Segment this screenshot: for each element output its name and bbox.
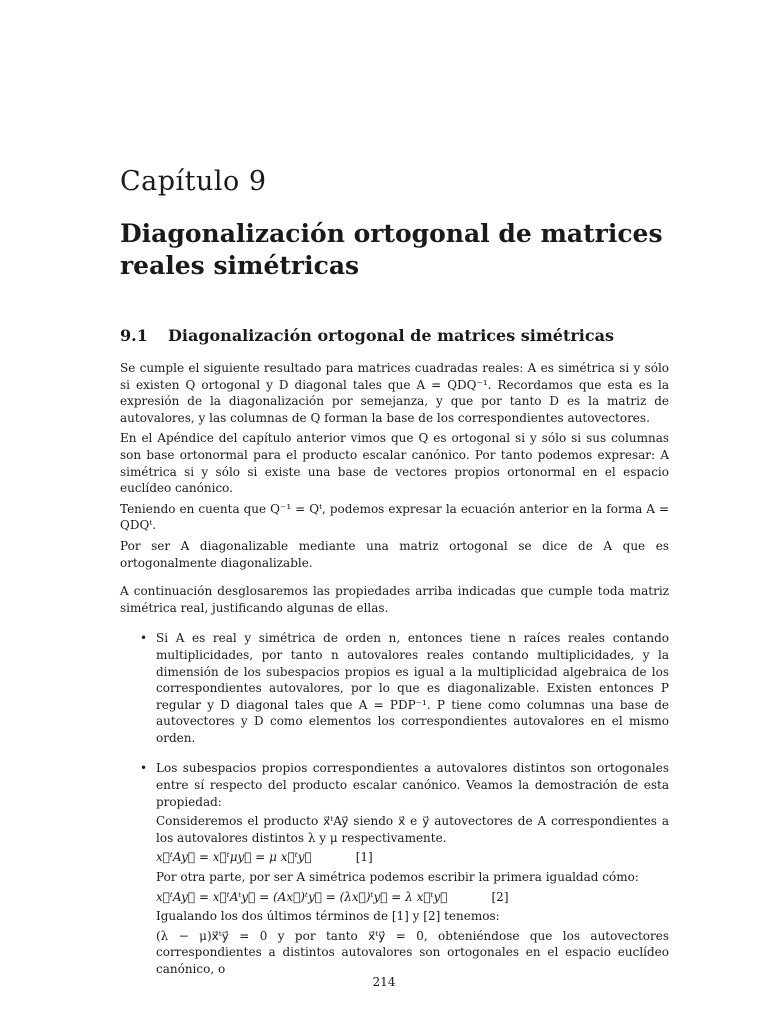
section-title: Diagonalización ortogonal de matrices simétricas [168,326,614,345]
section-number: 9.1 [120,326,148,345]
proof-line: Igualando los dos últimos términos de [1] y [2] tenemos: [156,909,500,924]
chapter-label: Capítulo 9 [120,166,267,197]
bullet-icon: • [140,631,148,646]
chapter-title: Diagonalización ortogonal de matrices reales simétricas [120,219,663,280]
equation-2-tag: [2] [491,889,509,904]
proof-line: Por otra parte, por ser A simétrica podemos escribir la primera igualdad cómo: [156,870,639,885]
equation-2 [156,889,669,906]
proof-line: Consideremos el producto x⃗ᵗAy⃗ siendo x⃗ e y⃗ autovectores de A correspondientes a los autovalores distintos λ y μ respectivamente. [156,814,669,845]
page-number: 214 [372,975,396,989]
list-item [120,630,669,746]
property-list [120,630,669,977]
bullet-icon: • [140,761,148,776]
equation-1-body: x⃗ᵗAy⃗ = x⃗ᵗμy⃗ = μ x⃗ᵗy⃗ [156,850,312,865]
body-text [120,360,669,992]
section-heading [120,326,680,345]
list-item [120,760,669,977]
paragraph: Teniendo en cuenta que Q⁻¹ = Qᵗ, podemos expresar la ecuación anterior en la forma A = QDQᵗ. [120,501,669,533]
paragraph: Por ser A diagonalizable mediante una matriz ortogonal se dice de A que es ortogonalmente diagonalizable. [120,538,669,570]
list-item-text: Los subespacios propios correspondientes a autovalores distintos son ortogonales entre sí respecto del producto escalar canónico. Veamos la demostración de esta propiedad: [156,761,669,809]
equation-1 [156,849,669,866]
equation-1-tag: [1] [355,850,373,865]
paragraph: Se cumple el siguiente resultado para matrices cuadradas reales: A es simétrica si y sólo si existen Q ortogonal y D diagonal tales que A = QDQ⁻¹. Recordamos que esta es la expresión de la diagonalización por semejanza, y que por tanto D es la matriz de autovalores, y las columnas de Q forman la base de los correspondientes autovectores. [120,361,669,425]
paragraph: En el Apéndice del capítulo anterior vimos que Q es ortogonal si y sólo si sus columnas son base ortonormal para el producto escalar canónico. Por tanto podemos expresar: A simétrica si y sólo si existe una base de vectores propios ortonormal en el espacio euclídeo canónico. [120,431,669,496]
equation-2-body: x⃗ᵗAy⃗ = x⃗ᵗAᵗy⃗ = (Ax⃗)ᵗy⃗ = (λx⃗)ᵗy⃗ = λ x⃗ᵗy⃗ [156,889,448,904]
proof-line: (λ − μ)x⃗ᵗy⃗ = 0 y por tanto x⃗ᵗy⃗ = 0, obteniéndose que los autovectores correspondientes a distintos autovalores son ortogonales en el espacio euclídeo canónico, o [156,928,669,976]
list-item-text: Si A es real y simétrica de orden n, entonces tiene n raíces reales contando multiplicidades, por tanto n autovalores reales contando multiplicidades, y la dimensión de los subespacios propios es igual a la multiplicidad algebraica de los correspondientes autovalores, por lo que es diagonalizable. Existen entonces P regular y D diagonal tales que A = PDP⁻¹. P tiene como columnas una base de autovectores y D como elementos los correspondientes autovalores en el mismo orden. [156,631,669,745]
paragraph: A continuación desglosaremos las propiedades arriba indicadas que cumple toda matriz simétrica real, justificando algunas de ellas. [120,584,669,615]
